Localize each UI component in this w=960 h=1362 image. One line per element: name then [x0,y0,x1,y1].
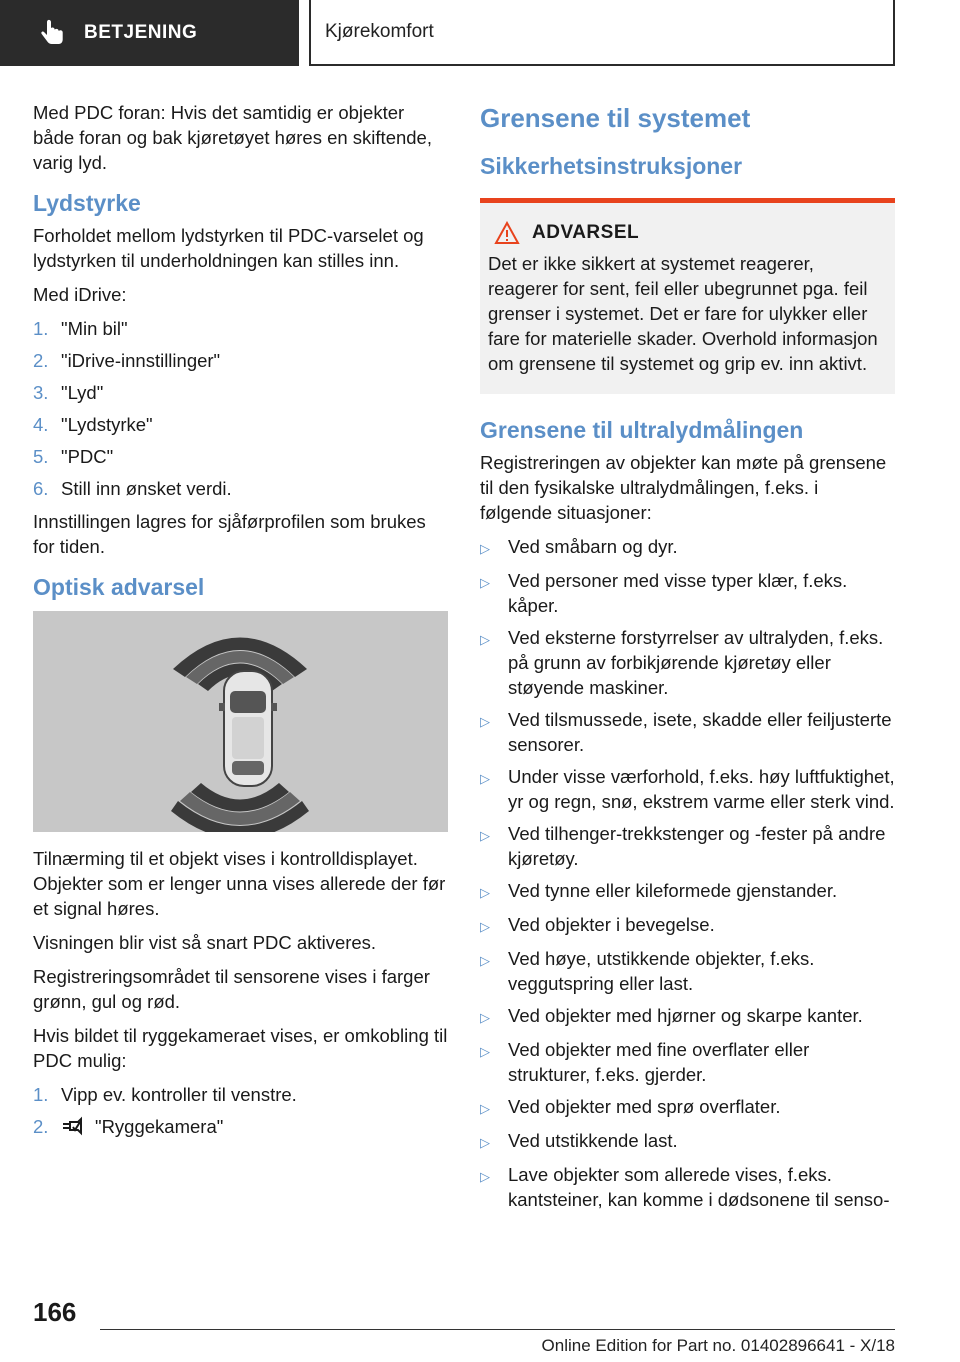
bullet-triangle-icon: ▷ [480,1044,490,1059]
chapter-title: Kjørekomfort [325,21,434,42]
bullet-triangle-icon: ▷ [480,632,490,647]
list-item: ▷ Ved tilsmussede, isete, skadde eller feiljusterte sensorer. [480,709,892,755]
car-top-view [219,671,277,786]
saved-paragraph: Innstillingen lagres for sjåførprofilen som brukes for tiden. [33,511,426,557]
list-item: 6. Still inn ønsket verdi. [33,478,232,499]
right-column [480,100,895,1219]
list-item: ▷ Ved småbarn og dyr. [480,534,895,561]
list-item: 4. "Lydstyrke" [33,414,153,435]
list-item: 5. "PDC" [33,446,114,467]
list-item: ▷ Ved tynne eller kileformede gjenstander. [480,878,895,905]
bullet-triangle-icon: ▷ [480,541,490,556]
list-item: ▷ Lave objekter som allerede vises, f.eks. kantsteiner, kan komme i dødsonene til senso- [480,1164,890,1210]
ultrasound-paragraph: Registreringen av objekter kan møte på grensene til den fysikalske ultralydmålingen, f.eks. i følgende situasjoner: [480,452,887,523]
list-item: ▷ Under visse værforhold, f.eks. høy luftfuktighet, yr og regn, snø, ekstrem varme eller sterk vind. [480,766,895,812]
camera-paragraph: Hvis bildet til ryggekameraet vises, er omkobling til PDC mulig: [33,1025,448,1071]
list-item: 2. "Ryggekamera" [33,1116,224,1137]
pdc-display-figure [33,611,448,832]
rear-camera-icon [61,1116,87,1136]
bullet-triangle-icon: ▷ [480,771,490,786]
camera-steps [33,1082,448,1139]
warning-text: Det er ikke sikkert at systemet reagerer, reagerer for sent, feil eller ubegrunnet pga. feil grenser i systemet. Det er fare for ulykker eller fare for materielle skader. Overhold informasjon om grensene til systemet og grip ev. inn aktivt. [488,253,878,374]
chapter-header [311,0,895,66]
bullet-triangle-icon: ▷ [480,1135,490,1150]
bullet-triangle-icon: ▷ [480,1010,490,1025]
limits-list [480,534,895,1212]
pdc-car-illustration [33,611,448,832]
bullet-triangle-icon: ▷ [480,714,490,729]
optical-heading: Optisk advarsel [33,574,205,600]
list-item: ▷ Ved høye, utstikkende objekter, f.eks. veggutspring eller last. [480,948,815,994]
idrive-label: Med iDrive: [33,284,127,305]
left-column [33,100,448,1147]
list-item: 1. Vipp ev. kontroller til venstre. [33,1084,297,1105]
bullet-triangle-icon: ▷ [480,828,490,843]
section-title: BETJENING [84,22,198,43]
area-paragraph: Registreringsområdet til sensorene vises i farger grønn, gul og rød. [33,966,430,1012]
list-item: ▷ Ved eksterne forstyrrelser av ultralyden, f.eks. på grunn av forbikjørende kjøretøy eller støyende maskiner. [480,627,884,698]
list-item: ▷ Ved objekter med sprø overflater. [480,1094,895,1121]
list-item: ▷ Ved personer med visse typer klær, f.eks. kåper. [480,570,848,616]
display-paragraph: Visningen blir vist så snart PDC aktiveres. [33,932,377,953]
bullet-triangle-icon: ▷ [480,919,490,934]
page-number: 166 [33,1297,77,1327]
volume-paragraph: Forholdet mellom lydstyrken til PDC-varselet og lydstyrken til underholdningen kan stilles inn. [33,225,424,271]
list-item: 3. "Lyd" [33,382,104,403]
volume-heading: Lydstyrke [33,190,141,216]
idrive-steps [33,316,448,501]
safety-subtitle: Sikkerhetsinstruksjoner [480,153,743,179]
list-item: 1. "Min bil" [33,318,128,339]
list-item: ▷ Ved objekter med hjørner og skarpe kanter. [480,1003,895,1030]
bullet-triangle-icon: ▷ [480,953,490,968]
list-item: ▷ Ved utstikkende last. [480,1128,895,1155]
rear-sensor-arcs [171,783,309,832]
warning-triangle-icon [494,221,520,245]
warning-header [488,221,887,245]
list-item: ▷ Ved objekter i bevegelse. [480,912,895,939]
system-limits-title: Grensene til systemet [480,103,751,133]
approach-paragraph: Tilnærming til et objekt vises i kontrolldisplayet. Objekter som er lenger unna vises allerede der før et signal høres. [33,848,446,919]
bullet-triangle-icon: ▷ [480,575,490,590]
list-item: 2. "iDrive-innstillinger" [33,350,221,371]
list-item: ▷ Ved tilhenger-trekkstenger og -fester på andre kjøretøy. [480,823,886,869]
footer-edition: Online Edition for Part no. 01402896641 - X/18 [541,1336,895,1355]
hand-pointer-icon [38,18,68,48]
bullet-triangle-icon: ▷ [480,885,490,900]
list-item: ▷ Ved objekter med fine overflater eller strukturer, f.eks. gjerder. [480,1039,810,1085]
warning-label: ADVARSEL [532,222,640,243]
section-tab [0,0,299,66]
bullet-triangle-icon: ▷ [480,1169,490,1184]
intro-paragraph: Med PDC foran: Hvis det samtidig er objekter både foran og bak kjøretøyet høres en skiftende, varig lyd. [33,102,432,173]
ultrasound-heading: Grensene til ultralydmålingen [480,417,804,443]
warning-box [480,198,895,394]
bullet-triangle-icon: ▷ [480,1101,490,1116]
footer-divider [100,1329,895,1330]
